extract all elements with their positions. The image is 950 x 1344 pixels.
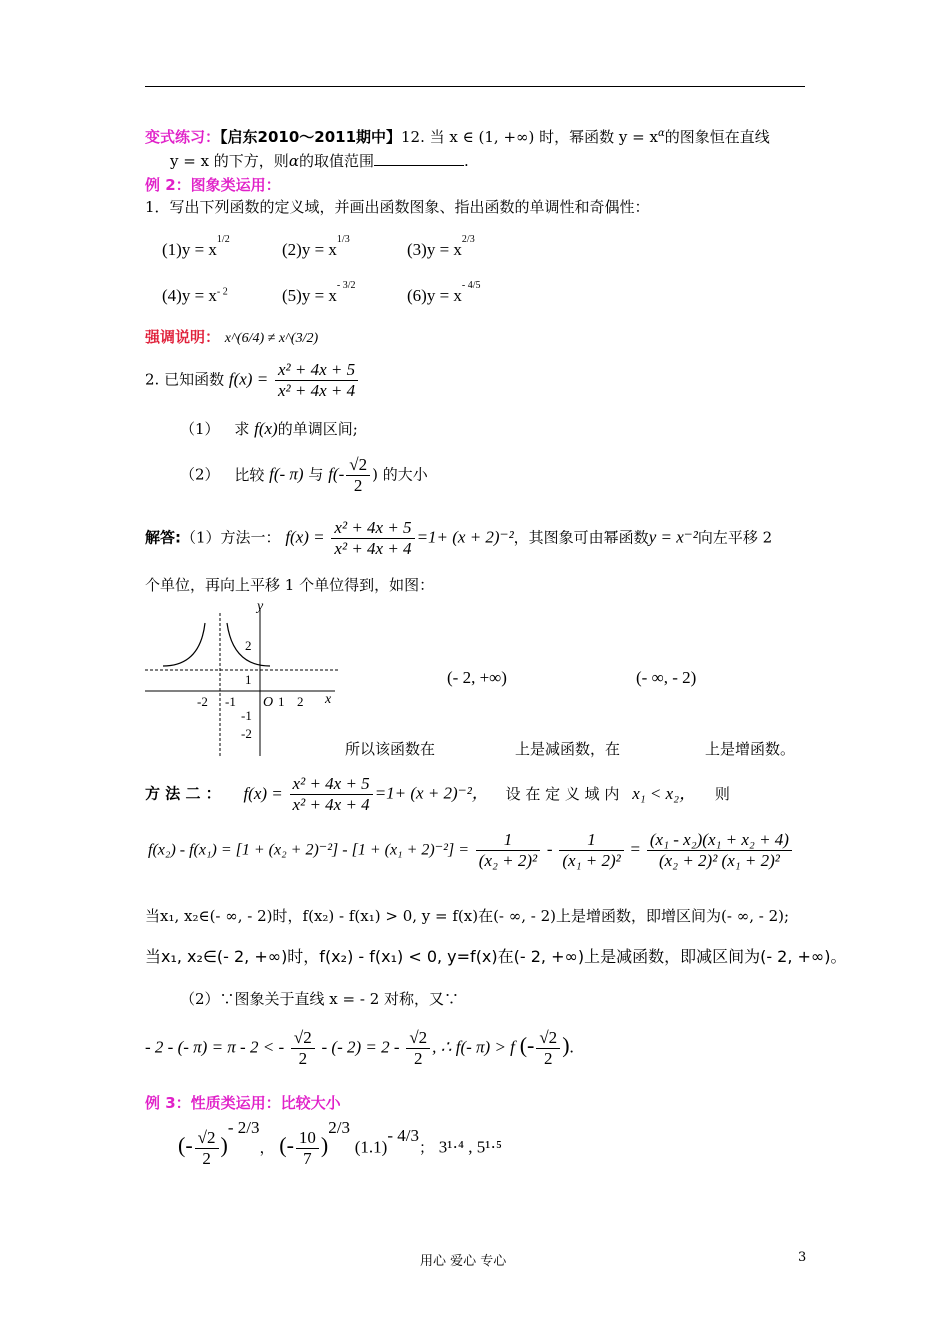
func-2-label: (2)y = x [282,240,337,259]
emphasis-math: x^(6/4) ≠ x^(3/2) [224,331,319,346]
variant-source: 【启东2010～2011期中】 [220,128,402,146]
solution-m1-power: y = x⁻² [648,527,698,547]
footer-text: 用心 爱心 专心 [420,1254,507,1269]
func-3 [407,234,475,260]
func-5 [282,280,356,306]
example3-frac2 [296,1128,319,1169]
part2-eq-a: - 2 - (- π) = π - 2 < - [145,1037,285,1057]
method2-line [145,774,730,815]
part2-paren: (- [519,1032,535,1058]
example3-exp1: - 2/3 [227,1117,260,1137]
interval-increasing: (- ∞, - 2) [636,668,697,687]
example3-item3: (1.1) [354,1137,388,1157]
example3-exp2: 2/3 [328,1117,350,1137]
y-tick-1: 1 [245,672,252,687]
sub1-text2: 的单调区间; [277,420,358,438]
curve-left [163,623,205,666]
part2-frac2-num: √2 [406,1028,430,1049]
x-tick-neg1: -1 [225,694,236,709]
func-6 [407,280,481,306]
part2-eq-b: - (- 2) = 2 - [321,1037,400,1057]
solution-label: 解答: [145,528,181,547]
func-1 [162,234,230,260]
q2-fraction [275,360,358,401]
q2-line [145,360,360,401]
func-4-label: (4)y = x [162,286,217,305]
variant-text3: y = x 的下方，则 [170,152,289,170]
part2-frac3-den: 2 [544,1049,553,1068]
difference-frac3 [647,830,792,871]
func-3-label: (3)y = x [407,240,462,259]
difference-lhs: f(x₂) - f(x₁) = [1 + (x₂ + 2)⁻²] - [1 + (x₁ + 2)⁻²] = [148,841,469,859]
example3-items: (- $\frac{√2}{2}$ )$^{- 2/3}$， (- $\frac{10}{7}$ )$^{2/3}$ $(1.1)^{- 4/3}$； 3¹·⁴ , 5¹·⁵ [178,1117,502,1168]
method2-cond: x₁ < x₂， [632,783,697,803]
variant-text1: 12. 当 x ∈ (1, +∞) 时，幂函数 y = x [401,128,658,146]
difference-frac1-num: 1 [476,830,540,851]
method2-label: 方 法 二 ： [145,784,221,803]
difference-frac2-den: (x₁ + 2)² [562,851,621,870]
sub2-text1: 比较 [234,465,265,484]
solution-m1-f: f(x) = [285,527,325,547]
solution-m1-after: ，其图象可由幂函数 [513,528,649,547]
method2-fraction [290,774,373,815]
graph-y-label: y [257,599,264,614]
case-increasing: 当x₁, x₂∈(- ∞, - 2)时，f(x₂) - f(x₁) > 0, y = f(x)在(- ∞, - 2)上是增函数，即增区间为(- ∞, - 2); [145,907,790,925]
x-tick-2: 2 [297,694,304,709]
difference-frac1 [476,830,540,871]
difference-frac2 [559,830,623,871]
sub2-fraction [346,455,370,496]
example3-sep2: ； [418,1138,434,1157]
example3-frac1-num: √2 [195,1128,219,1149]
func-1-label: (1)y = x [162,240,217,259]
part2-close: ) [562,1032,570,1058]
conclusion-c: 上是增函数。 [705,740,796,758]
example3-item4: 3¹·⁴ , 5¹·⁵ [438,1137,502,1157]
q2-prefix: 2. 已知函数 [145,370,225,389]
solution-m1-shift: 向左平移 2 [697,528,773,547]
difference-frac2-num: 1 [559,830,623,851]
solution-m1-eq: =1+ (x + 2)⁻² [416,527,514,547]
case-decreasing: 当x₁, x₂∈(- 2, +∞)时，f(x₂) - f(x₁) < 0, y=f(x)在(- 2, +∞)上是减函数，即减区间为(- 2, +∞)。 [145,947,847,966]
y-tick-2: 2 [245,638,252,653]
q2-num: x² + 4x + 5 [275,360,358,381]
part2-eq-c: , ∴ f(- π) > f [432,1037,515,1057]
example3-title: 例 3：性质类运用：比较大小 [145,1094,341,1112]
sub2-f1: f(- π) [269,464,304,484]
sub2-text2: 与 [308,465,324,484]
func-5-exp: - 3/2 [336,280,356,292]
emphasis-label: 强调说明： [145,328,221,346]
difference-frac3-num: (x₁ - x₂)(x₁ + x₂ + 4) [647,830,792,851]
example3-frac2-den: 7 [303,1149,312,1168]
variant-text2: 的图象恒在直线 [664,128,770,146]
func-1-exp: 1/2 [216,234,230,246]
example3-frac1-den: 2 [202,1149,211,1168]
sub2-f2: f(- [328,464,345,484]
difference-frac3-den: (x₂ + 2)² (x₁ + 2)² [658,851,780,870]
func-3-exp: 2/3 [461,234,475,246]
example3-exp3: - 4/3 [387,1125,419,1145]
sub2-text3: ) 的大小 [372,465,428,484]
solution-m1-num: x² + 4x + 5 [331,518,414,539]
part2-frac2-den: 2 [414,1049,423,1068]
part2-frac1-den: 2 [298,1049,308,1068]
variant-end: . [463,152,469,170]
sub1-f: f(x) [254,419,278,438]
part2-intro: （2）∵图象关于直线 x = - 2 对称，又∵ [180,990,460,1008]
solution-m1-text: （1）方法一： [181,528,281,547]
func-6-label: (6)y = x [407,286,462,305]
method2-eq: =1+ (x + 2)⁻²， [374,783,489,803]
example3-frac1 [195,1128,219,1169]
y-tick-neg2: -2 [241,726,252,741]
func-4-exp: - 2 [216,286,228,298]
answer-blank[interactable] [374,153,464,166]
part2-frac1-num: √2 [291,1028,315,1049]
difference-frac1-den: (x₂ + 2)² [478,851,538,870]
variant-text4: 的取值范围 [298,152,374,170]
conclusion-b: 上是减函数，在 [515,740,621,758]
page-number: 3 [798,1250,807,1265]
q2-f: f(x) = [228,369,269,389]
solution-m1-den: x² + 4x + 4 [334,539,412,558]
x-tick-1: 1 [278,694,285,709]
variant-line-1 [145,126,770,147]
func-2-exp: 1/3 [336,234,350,246]
graph-origin: O [263,695,274,710]
sub1-text1: 求 [234,420,250,438]
method2-f: f(x) = [243,783,283,803]
solution-line-1 [145,518,772,559]
solution-m1-fraction [331,518,414,559]
part2-frac2 [406,1028,430,1069]
example2-title: 例 2：图象类运用： [145,176,281,194]
variant-alpha-2: α [288,152,299,170]
method2-text: 设 在 定 义 域 内 [505,784,620,803]
difference-line: f(x₂) - f(x₁) = [1 + (x₂ + 2)⁻²] - [1 + (x₁ + 2)⁻²] = $\frac{1}{\text{(x₂ + 2)²}}$ - $\frac{1}{\text{(x₁ + 2)²}}$ = $\frac{\text{(x₁ - x₂)(x₁ + x₂ + 4)}}{\text{(x₂ + 2)² (x₁ + 2)²}}$ [148,830,794,871]
q2-den: x² + 4x + 4 [277,381,356,400]
example2-q1: 1．写出下列函数的定义域，并画出函数图象、指出函数的单调性和奇偶性： [145,198,650,216]
method2-num: x² + 4x + 5 [290,774,373,795]
func-6-exp: - 4/5 [461,280,481,292]
conclusion-a: 所以该函数在 [345,740,436,758]
example3-frac2-num: 10 [296,1128,319,1149]
func-2 [282,234,350,260]
graph-x-label: x [325,692,332,707]
interval-decreasing: (- 2, +∞) [447,668,507,687]
header-rule [145,86,805,87]
example3-sep1: ， [259,1138,275,1157]
variant-alpha: α [657,128,665,139]
sub1-num: （1） [180,420,220,438]
x-tick-neg2: -2 [197,694,208,709]
sub2-frac-num: √2 [346,455,370,476]
func-5-label: (5)y = x [282,286,337,305]
part2-dot: . [569,1037,574,1057]
part2-equation [145,1028,574,1069]
method2-den: x² + 4x + 4 [292,795,370,814]
part2-frac3-num: √2 [536,1028,560,1049]
function-graph [145,598,350,758]
solution-line-2: 个单位，再向上平移 1 个单位得到，如图： [145,576,435,594]
func-4 [162,286,228,306]
part2-frac1 [291,1028,315,1069]
method2-then: 则 [714,784,730,803]
emphasis-line [145,326,318,347]
sub2-line [180,455,428,496]
variant-line-2 [170,150,469,171]
y-tick-neg1: -1 [241,708,252,723]
part2-frac3 [536,1028,560,1069]
sub2-num: （2） [180,465,220,484]
sub1-line [180,418,358,439]
sub2-frac-den: 2 [353,476,363,495]
variant-label: 变式练习： [145,128,221,146]
